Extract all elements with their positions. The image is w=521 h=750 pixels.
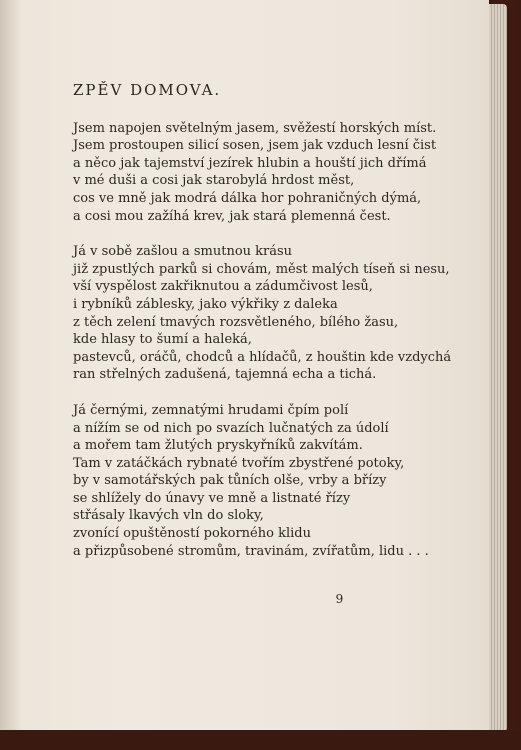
stanza-3 — [73, 402, 468, 560]
stanza-2 — [73, 243, 468, 384]
stanza-1 — [73, 120, 468, 226]
poem-line: ran střelných zadušená, tajemná echa a tichá. — [73, 367, 377, 383]
poem-line: kde hlasy to šumí a haleká, — [73, 332, 252, 348]
poem-line: Já v sobě zašlou a smutnou krásu — [73, 244, 293, 260]
poem-line: a nížím se od nich po svazích lučnatých za údolí — [73, 420, 389, 436]
poem — [73, 82, 468, 578]
poem-line: Já černými, zemnatými hrudami čpím polí — [73, 402, 349, 418]
poem-line: by v samotářských pak tůních olše, vrby a břízy — [73, 473, 387, 489]
page-number: 9 — [335, 592, 344, 606]
poem-line: střásaly lkavých vln do sloky, — [73, 508, 264, 524]
poem-title: ZPĚV DOMOVA. — [73, 81, 222, 99]
poem-line: a cosi mou zažíhá krev, jak stará plemenná čest. — [73, 208, 391, 224]
poem-line: a něco jak tajemství jezírek hlubin a houští jich dřímá — [73, 155, 427, 171]
table-surface — [0, 730, 521, 750]
poem-line: již zpustlých parků si chovám, měst malých tíseň si nesu, — [73, 261, 450, 277]
page-edges — [489, 4, 507, 732]
poem-line: a přizpůsobené stromům, travinám, zvířatům, lidu . . . — [73, 543, 429, 559]
poem-line: pastevců, oráčů, chodců a hlídačů, z houštin kde vzdychá — [73, 349, 452, 365]
poem-line: vší vyspělost zakřiknutou a zádumčivost lesů, — [73, 279, 373, 295]
poem-line: se shlížely do únavy ve mně a listnaté řízy — [73, 490, 351, 506]
poem-line: Tam v zatáčkách rybnaté tvořím zbystřené potoky, — [73, 455, 405, 471]
poem-line: i rybníků záblesky, jako výkřiky z daleka — [73, 296, 338, 312]
poem-line: v mé duši a cosi jak starobylá hrdost měst, — [73, 173, 355, 189]
poem-line: Jsem prostoupen silicí sosen, jsem jak vzduch lesní čist — [73, 138, 437, 154]
poem-line: zvonící opuštěností pokorného klidu — [73, 526, 311, 542]
poem-line: a mořem tam žlutých pryskyřníků zakvítám. — [73, 438, 363, 454]
poem-line: z těch zelení tmavých rozsvětleného, bílého žasu, — [73, 314, 399, 330]
poem-line: Jsem napojen světelným jasem, svěžestí horských míst. — [73, 120, 437, 136]
gutter-shadow — [0, 0, 22, 734]
poem-line: cos ve mně jak modrá dálka hor pohraničných dýmá, — [73, 190, 422, 206]
